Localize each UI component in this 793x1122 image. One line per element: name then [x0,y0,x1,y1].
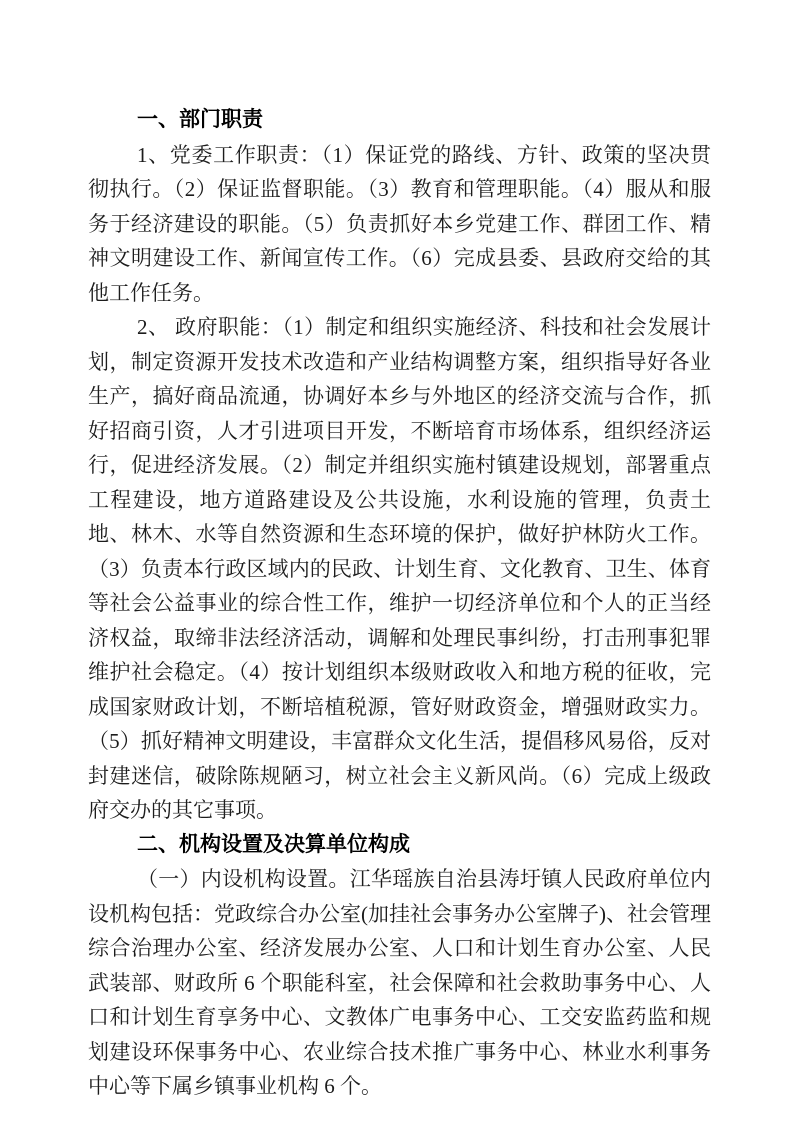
paragraph-party-committee-duties: 1、党委工作职责：（1）保证党的路线、方针、政策的坚决贯彻执行。（2）保证监督职能。（3）教育和管理职能。（4）服从和服务于经济建设的职能。（5）负责抓好本乡党建工作、群团工作、精神文明建设工作、新闻宣传工作。（6）完成县委、县政府交给的其他工作任务。 [88,142,711,305]
paragraph-internal-organization: （一）内设机构设置。江华瑶族自治县涛圩镇人民政府单位内设机构包括：党政综合办公室(加挂社会事务办公室牌子)、社会管理综合治理办公室、经济发展办公室、人口和计划生育办公室、人民武装部、财政所 6 个职能科室，社会保障和社会救助事务中心、人口和计划生育享务中心、文教体广电事务中心、工交安监药监和规划建设环保事务中心、农业综合技术推广事务中心、林业水利事务中心等下属乡镇事业机构 6 个。 [88,867,711,1098]
document-body [88,103,711,1104]
section-heading-department-duties: 一、部门职责 [137,108,263,131]
paragraph-government-functions: 2、 政府职能：（1）制定和组织实施经济、科技和社会发展计划，制定资源开发技术改造和产业结构调整方案，组织指导好各业生产，搞好商品流通，协调好本乡与外地区的经济交流与合作，抓好招商引资，人才引进项目开发，不断培育市场体系，组织经济运行，促进经济发展。（2）制定并组织实施村镇建设规划，部署重点工程建设，地方道路建设及公共设施，水利设施的管理，负责土地、林木、水等自然资源和生态环境的保护，做好护林防火工作。（3）负责本行政区域内的民政、计划生育、文化教育、卫生、体育等社会公益事业的综合性工作，维护一切经济单位和个人的正当经济权益，取缔非法经济活动，调解和处理民事纠纷，打击刑事犯罪维护社会稳定。（4）按计划组织本级财政收入和地方税的征收，完成国家财政计划，不断培植税源，管好财政资金，增强财政实力。（5）抓好精神文明建设，丰富群众文化生活，提倡移风易俗，反对封建迷信，破除陈规陋习，树立社会主义新风尚。（6）完成上级政府交办的其它事项。 [88,315,711,822]
section-heading-organization-setup: 二、机构设置及决算单位构成 [137,832,410,856]
